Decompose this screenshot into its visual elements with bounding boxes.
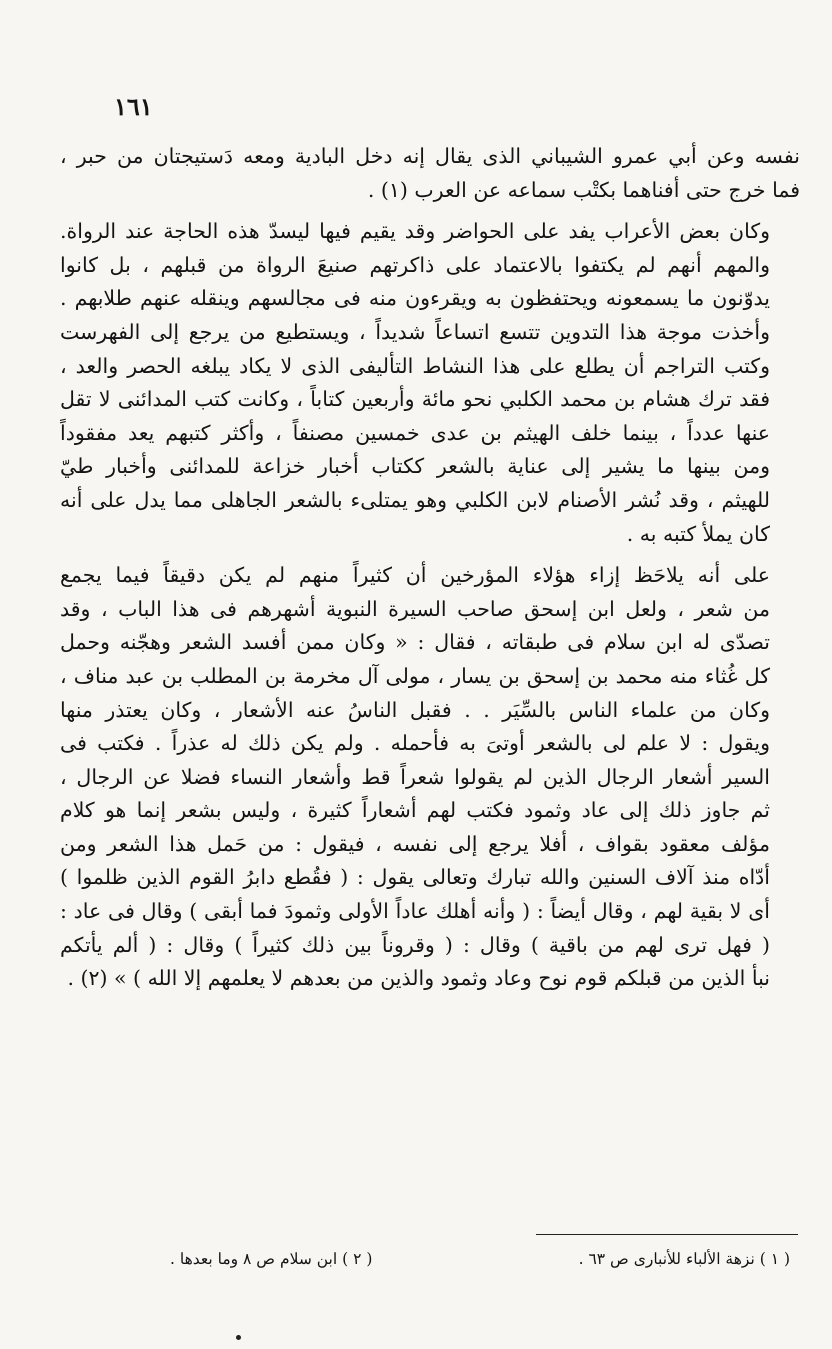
text-line: ( فهل ترى لهم من باقية ) وقال : ( وقروناً بين ذلك كثيراً ) وقال : ( ألم يأتكم [60, 932, 770, 957]
text-line: يدوّنون ما يسمعونه ويحتفظون به ويقرءون منه فى مجالسهم وينقله عنهم طلابهم . [60, 286, 770, 311]
text-line: أدّاه منذ آلاف السنين والله تبارك وتعالى يقول : ( فقُطع دابرُ القوم الذين ظلموا ) [60, 865, 770, 890]
paragraph [60, 140, 800, 207]
text-line: ثم جاوز ذلك إلى عاد وثمود فكتب لهم أشعاراً كثيرة ، وليس بشعر إنما هو كلام [60, 798, 770, 823]
text-line: فقد ترك هشام بن محمد الكلبي نحو مائة وأربعين كتاباً ، وكانت كتب المدائنى لا تقل [60, 387, 770, 412]
text-line: نفسه وعن أبي عمرو الشيباني الذى يقال إنه دخل البادية ومعه دَستيجتان من حبر ، [60, 144, 800, 168]
text-line: كان يملأ كتبه به . [626, 521, 770, 546]
text-line: أى لا بقية لهم ، وقال أيضاً : ( وأنه أهلك عاداً الأولى وثمودَ فما أبقى ) وقال فى عاد : [60, 899, 770, 924]
footnote-1: ( ١ ) نزهة الألباء للأنبارى ص ٦٣ . [578, 1250, 790, 1268]
text-line: فما خرج حتى أفناهما بكتْب سماعه عن العرب (١) . [367, 177, 800, 202]
text-line: نبأ الذين من قبلكم قوم نوح وعاد وثمود والذين من بعدهم لا يعلمهم إلا الله ) » (٢) . [67, 966, 770, 991]
paragraph [60, 215, 800, 551]
text-line: ويقول : لا علم لى بالشعر أوتىَ به فأحمله . ولم يكن ذلك له عذراً . فكتب فى [60, 731, 770, 756]
text-line: من شعر ، ولعل ابن إسحق صاحب السيرة النبوية أشهرهم فى هذا الباب ، وقد [60, 596, 770, 621]
text-line: مؤلف معقود بقواف ، أفلا يرجع إلى نفسه ، فيقول : من حَمل هذا الشعر ومن [60, 831, 770, 856]
text-line: للهيثم ، وقد نُشر الأصنام لابن الكلبي وهو يمتلىء بالشعر الجاهلى مما يدل على أنه [60, 487, 770, 512]
text-line: السير أشعار الرجال الذين لم يقولوا شعراً قط وأشعار النساء فضلا عن الرجال ، [60, 764, 770, 789]
text-line: وكتب التراجم أن يطلع على هذا النشاط التأليفى الذى لا يكاد يبلغه الحصر والعد ، [60, 353, 770, 378]
ink-speck [236, 1335, 241, 1340]
text-line: وكان من علماء الناس بالسِّيَر . . فقبل الناسُ عنه الأشعار ، وكان يعتذر منها [60, 697, 770, 722]
text-line: عنها عدداً ، بينما خلف الهيثم بن عدى خمسين مصنفاً ، وأكثر كتبهم يعد مفقوداً [60, 420, 770, 445]
text-line: تصدّى له ابن سلام فى طبقاته ، فقال : « وكان ممن أفسد الشعر وهجّنه وحمل [60, 630, 770, 655]
footnotes [170, 1250, 790, 1268]
paragraph [60, 559, 800, 996]
text-line: ومن بينها ما يشير إلى عناية بالشعر ككتاب أخبار خزاعة للمدائنى وأخبار طيّ [60, 454, 770, 479]
page-number: ١٦١ [114, 92, 153, 121]
footnote-2: ( ٢ ) ابن سلام ص ٨ وما بعدها . [170, 1250, 373, 1268]
text-line: والمهم أنهم لم يكتفوا بالاعتماد على ذاكرتهم صنيعَ الرواة من قبلهم ، بل كانوا [60, 252, 770, 277]
text-line: وكان بعض الأعراب يفد على الحواضر وقد يقيم فيها ليسدّ هذه الحاجة عند الرواة. [60, 219, 770, 244]
text-line: كل غُثاء منه محمد بن إسحق بن يسار ، مولى آل مخرمة بن المطلب بن عبد مناف ، [60, 663, 770, 688]
body-text [60, 140, 800, 1004]
text-line: وأخذت موجة هذا التدوين تتسع اتساعاً شديداً ، ويستطيع من يرجع إلى الفهرست [60, 319, 770, 344]
text-line: على أنه يلاحَظ إزاء هؤلاء المؤرخين أن كثيراً منهم لم يكن دقيقاً فيما يجمع [60, 563, 770, 588]
footnote-divider [536, 1234, 798, 1235]
